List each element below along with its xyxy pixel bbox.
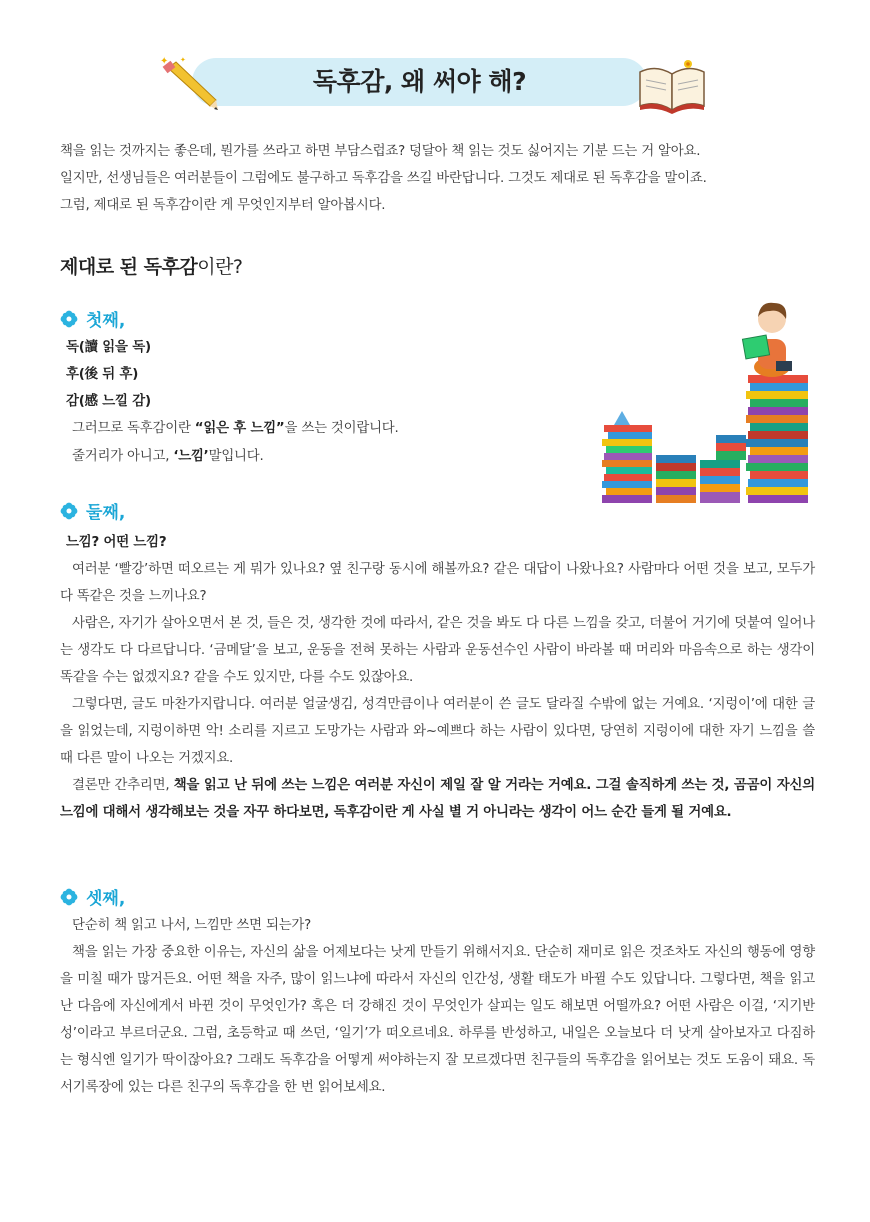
first-explanation-1-bold: “읽은 후 느낌” xyxy=(194,421,285,436)
child-reading-on-books-illustration xyxy=(600,295,820,515)
subheading-rest: 이란? xyxy=(197,256,243,278)
definition-dok: 독(讀 읽을 독) xyxy=(66,340,151,355)
first-explanation-2-post: 말입니다. xyxy=(208,449,264,464)
first-explanation-1-pre: 그러므로 독후감이란 xyxy=(72,421,195,436)
first-explanation-2-pre: 줄거리가 아니고, xyxy=(72,449,174,464)
section-third-heading xyxy=(60,884,125,910)
svg-text:✦: ✦ xyxy=(180,56,186,64)
second-paragraph-4-bold: 책을 읽고 난 뒤에 쓰는 느낌은 여러분 자신이 제일 잘 알 거라는 거예요. 그걸 솔직하게 쓰는 것, 곰곰이 자신의 느낌에 대해서 생각해보는 것을 자꾸 하다보면, 독후감이란 게 사실 별 거 아니라는 생각이 어느 순간 들게 될 거예요. xyxy=(60,778,815,820)
pencil-icon xyxy=(158,54,220,112)
first-explanation-2-bold: ‘느낌’ xyxy=(173,449,209,464)
definition-gam: 감(感 느낄 감) xyxy=(66,394,151,409)
intro-line-2: 일지만, 선생님들은 여러분들이 그럼에도 불구하고 독후감을 쓰길 바란답니다. 그것도 제대로 된 독후감을 말이죠. xyxy=(60,171,707,186)
second-question: 느낌? 어떤 느낌? xyxy=(66,535,167,550)
third-question: 단순히 책 읽고 나서, 느낌만 쓰면 되는가? xyxy=(72,918,312,933)
second-paragraph-4-pre: 결론만 간추리면, xyxy=(72,778,174,793)
second-paragraph-1: 여러분 ‘빨강’하면 떠오르는 게 뭐가 있나요? 옆 친구랑 동시에 해볼까요? 같은 대답이 나왔나요? 사람마다 어떤 것을 보고, 모두가 다 똑같은 것을 느끼나요? xyxy=(60,562,815,604)
subheading-bold: 제대로 된 독후감 xyxy=(60,256,198,278)
definition-hu: 후(後 뒤 후) xyxy=(66,367,139,382)
flower-icon xyxy=(60,502,78,520)
section-first-heading xyxy=(60,306,125,332)
flower-icon xyxy=(60,310,78,328)
third-paragraph: 책을 읽는 가장 중요한 이유는, 자신의 삶을 어제보다는 낫게 만들기 위해서지요. 단순히 재미로 읽은 것조차도 자신의 행동에 영향을 미칠 때가 많거든요. 어떤 책을 자주, 많이 읽느냐에 따라서 자신의 인간성, 생활 태도가 바뀔 수도 있답니다. 그렇다면, 책을 읽고 난 다음에 자신에게서 바뀐 것이 무엇인가? 혹은 더 강해진 것이 무엇인가 살피는 일도 해보면 어떨까요? 어떤 사람은 이걸, ‘지기반성’이라고 부르더군요. 그럼, 초등학교 때 쓰던, ‘일기’가 떠오르네요. 하루를 반성하고, 내일은 오늘보다 더 낫게 살아보자고 다짐하는 형식엔 일기가 딱이잖아요? 그래도 독후감을 어떻게 써야하는지 잘 모르겠다면 친구들의 독후감을 읽어보는 것도 도움이 돼요. 독서기록장에 있는 다른 친구의 독후감을 한 번 읽어보세요. xyxy=(60,945,815,1095)
subheading xyxy=(60,252,243,279)
section-third-label: 셋째, xyxy=(86,889,126,909)
section-second-heading xyxy=(60,498,125,524)
svg-text:✦: ✦ xyxy=(160,56,169,67)
section-second-label: 둘째, xyxy=(86,503,126,523)
flower-icon xyxy=(60,888,78,906)
second-paragraph-4 xyxy=(60,772,815,826)
section-first-label: 첫째, xyxy=(86,311,126,331)
second-paragraph-3: 그렇다면, 글도 마찬가지랍니다. 여러분 얼굴생김, 성격만큼이나 여러분이 쓴 글도 달라질 수밖에 없는 거예요. ‘지렁이’에 대한 글을 읽었는데, 지렁이하면 악! 소리를 지르고 도망가는 사람과 와~예쁘다 하는 사람이 있다면, 당연히 지렁이에 대한 자기 느낌을 쓸 때 다른 말이 나오는 거겠지요. xyxy=(60,697,815,766)
page-title: 독후감, 왜 써야 해? xyxy=(312,67,527,96)
second-paragraph-2: 사람은, 자기가 살아오면서 본 것, 들은 것, 생각한 것에 따라서, 같은 것을 봐도 다 다른 느낌을 갖고, 더불어 거기에 덧붙여 일어나는 생각도 다 다르답니다. ‘금메달’을 보고, 운동을 전혀 못하는 사람과 운동선수인 사람이 바라볼 때 머리와 마음속으로 하는 생각이 똑같을 수는 없겠지요? 같을 수도 있지만, 다를 수도 있잖아요. xyxy=(60,616,815,685)
intro-line-3: 그럼, 제대로 된 독후감이란 게 무엇인지부터 알아봅시다. xyxy=(60,198,386,213)
first-explanation-1-post: 을 쓰는 것이랍니다. xyxy=(284,421,399,436)
open-book-icon xyxy=(636,54,708,114)
intro-line-1: 책을 읽는 것까지는 좋은데, 뭔가를 쓰라고 하면 부담스럽죠? 덩달아 책 읽는 것도 싫어지는 기분 드는 거 알아요. xyxy=(60,144,701,159)
